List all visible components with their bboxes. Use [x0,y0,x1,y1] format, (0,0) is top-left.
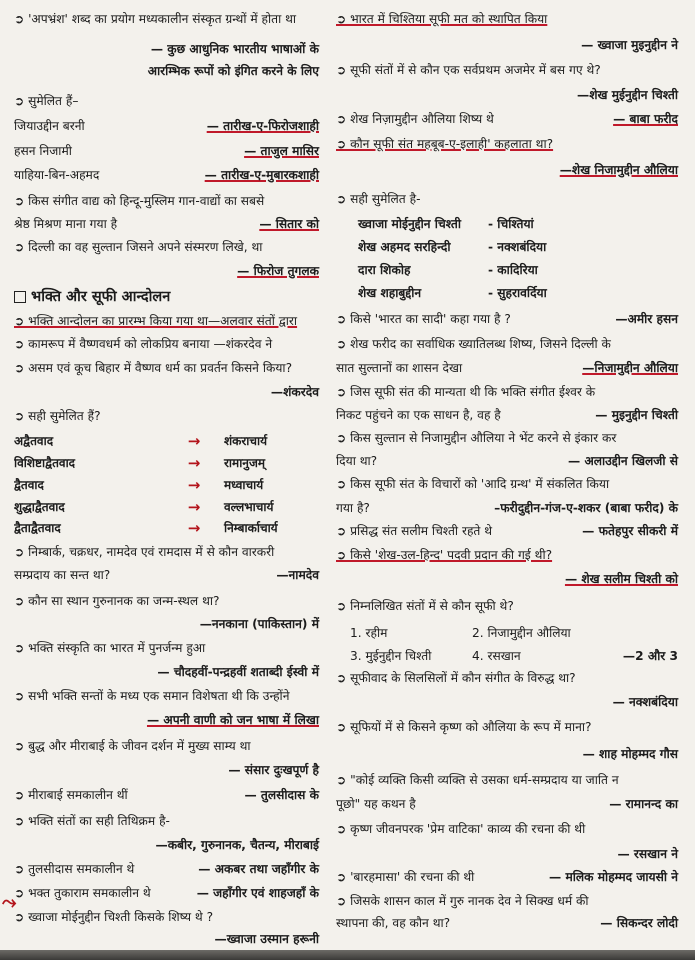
question-line: ➲ कृष्ण जीवनपरक 'प्रेम वाटिका' काव्य की रचना की थी [336,822,586,836]
arrow-icon: → [187,454,201,472]
question-text: पूछो" यह कथन है [336,797,416,811]
answer-line: —शंकरदेव [270,385,319,399]
pair-line [14,164,327,186]
checkbox-icon [14,291,26,303]
arrow-icon: → [187,432,201,450]
question-line: ➲ असम एवं कूच बिहार में वैष्णव धर्म का प्रवर्तन किसने किया? [14,361,293,375]
question-text: ➲ तुलसीदास समकालीन थे [14,862,135,876]
answer-text: — सिकन्दर लोदी [600,916,678,930]
pair-line [14,858,327,880]
answer-line: — चौदहवीं-पन्द्रहवीं शताब्दी ईस्वी में [157,665,319,679]
pair-line [14,115,327,137]
right-column [336,0,686,960]
question-line: ➲ "कोई व्यक्ति किसी व्यक्ति से उसका धर्म-सम्प्रदाय या जाति न [336,773,619,787]
pair-left: शेख शहाबुद्दीन [358,286,422,300]
match-right: वल्लभाचार्य [224,500,274,514]
question-line: ➲ किस सूफी संत के विचारों को 'आदि ग्रन्थ' में संकलित किया [336,477,610,491]
question-line: ➲ निम्बार्क, चक्रधर, नामदेव एवं रामदास में से कौन वारकरी [14,545,275,559]
question-line: ➲ सूफी संतों में से कौन एक सर्वप्रथम अजमेर में बस गए थे? [336,63,601,77]
question-line: ➲ कामरूप में वैष्णवधर्म को लोकप्रिय बनाया —शंकरदेव ने [14,337,273,351]
question-line: ➲ किस संगीत वाद्य को हिन्दू-मुस्लिम गान-वाद्यों का सबसे [14,194,265,208]
question-text: याहिया-बिन-अहमद [14,168,100,182]
arrow-icon: → [187,498,201,516]
question-line: ➲ भक्ति संतों का सही तिथिक्रम है- [14,814,170,828]
question-text: गया है? [336,501,370,515]
section-heading: भक्ति और सूफी आन्दोलन [31,289,171,305]
question-line: ➲ जिसके शासन काल में गुरु नानक देव ने सिक्ख धर्म की [336,894,589,908]
left-column [14,0,327,960]
question-line: ➲ बुद्ध और मीराबाई के जीवन दर्शन में मुख्य साम्य था [14,739,251,753]
option-a: 3. मुईनुद्दीन चिश्ती [350,649,432,663]
answer-text: — मलिक मोहम्मद जायसी ने [549,870,678,884]
answer-line: — कुछ आधुनिक भारतीय भाषाओं के [150,42,319,56]
pair-line [14,213,327,235]
pair-line [14,140,327,162]
question-line: ➲ जिस सूफी संत की मान्यता थी कि भक्ति संगीत ईश्वर के [336,385,596,399]
question-line: ➲ किसे 'शेख-उल-हिन्द' पदवी प्रदान की गई थी? [336,548,553,562]
question-line: ➲ कौन सा स्थान गुरुनानक का जन्म-स्थल था? [14,594,220,608]
pair-line [336,520,686,542]
pair-right: - नक्शबंदिया [488,240,547,254]
question-line: ➲ सही सुमेलित है- [336,192,421,206]
question-text: ➲ भक्त तुकाराम समकालीन थे [14,886,151,900]
question-text: ➲ शेख निज़ामुद्दीन औलिया शिष्य थे [336,112,494,126]
answer-text: — तुलसीदास के [244,788,319,802]
question-line: ➲ निम्नलिखित संतों में से कौन सूफी थे? [336,599,514,613]
question-text: हसन निजामी [14,144,72,158]
question-text: जियाउद्दीन बरनी [14,119,85,133]
answer-line: — रसखान ने [617,847,678,861]
answer-line: — शेख सलीम चिश्ती को [564,572,678,586]
answer-line: —शेख निजामुद्दीन औलिया [559,163,678,177]
answer-line: —ख्वाजा उस्मान हरूनी [214,932,319,946]
pair-left: ख्वाजा मोईनुद्दीन चिश्ती [358,217,461,231]
arrow-icon: → [187,476,201,494]
question-line: ➲ दिल्ली का वह सुल्तान जिसने अपने संस्मरण लिखे, था [14,240,263,254]
match-right: मध्वाचार्य [224,478,264,492]
match-left: अद्वैतवाद [14,434,54,448]
answer-text: — ताजुल मासिर [244,144,319,158]
answer-line: —शेख मुईनुद्दीन चिश्ती [577,88,678,102]
answer-line: — फिरोज तुगलक [237,264,319,278]
pair-line [336,866,686,888]
answer-text: — जहाँगीर एवं शाहजहाँ के [196,886,319,900]
pair-left: दारा शिकोह [358,263,411,277]
question-line: ➲ भक्ति आन्दोलन का प्रारम्भ किया गया था—अलवार संतों द्वारा [14,314,298,328]
question-line: ➲ शेख फरीद का सर्वाधिक ख्यातिलब्ध शिष्य, जिसने दिल्ली के [336,337,611,351]
pairing-line [336,282,686,304]
pair-left: शेख अहमद सरहिन्दी [358,240,451,254]
match-right: निम्बार्काचार्य [224,521,278,535]
answer-text: –फरीदुद्दीन-गंज-ए-शकर (बाबा फरीद) के [494,501,678,515]
answer-line: — ख्वाजा मुइनुद्दीन ने [581,38,678,52]
match-left: द्वैतवाद [14,478,44,492]
match-line [14,430,327,452]
answer-text: — रामानन्द का [609,797,678,811]
question-text: सम्प्रदाय का सन्त था? [14,568,111,582]
question-text: ➲ प्रसिद्ध संत सलीम चिश्ती रहते थे [336,524,493,538]
match-right: शंकराचार्य [224,434,268,448]
pair-line [336,404,686,426]
answer-text: — सितार को [259,217,319,231]
opts-line [336,622,686,644]
question-text: ➲ मीराबाई समकालीन थीं [14,788,128,802]
answer-text: — तारीख-ए-फिरोजशाही [206,119,319,133]
answer-text: — फतेहपुर सीकरी में [582,524,678,538]
match-left: द्वैताद्वैतवाद [14,521,61,535]
answer-text: —2 और 3 [622,649,678,663]
pair-line [336,357,686,379]
match-left: विशिष्टाद्वैतवाद [14,456,76,470]
question-text: श्रेष्ठ मिश्रण माना गया है [14,217,118,231]
arrow-icon: → [187,519,201,537]
answer-text: —नामदेव [276,568,319,582]
pairing-line [336,213,686,235]
pair-line [336,912,686,934]
pair-line [336,497,686,519]
pair-line [14,882,327,904]
pair-line [336,308,686,330]
question-line: ➲ सूफीवाद के सिलसिलों में कौन संगीत के विरुद्ध था? [336,671,576,685]
question-line: ➲ कौन सूफी संत महबूब-ए-इलाही' कहलाता था? [336,137,554,151]
answer-text: — मुइनुद्दीन चिश्ती [595,408,678,422]
text-line [14,286,327,308]
page-bottom-edge [0,950,695,960]
pairing-line [336,259,686,281]
answer-line: — शाह मोहम्मद गौस [582,747,678,761]
answer-line: — संसार दुःखपूर्ण है [228,763,319,777]
match-line [14,474,327,496]
question-line: ➲ भक्ति संस्कृति का भारत में पुनर्जन्म हुआ [14,641,206,655]
question-text: निकट पहुंचने का एक साधन है, वह है [336,408,501,422]
pair-right: - कादिरिया [488,263,538,277]
question-line: ➲ किस सुल्तान से निजामुद्दीन औलिया ने भेंट करने से इंकार कर [336,431,617,445]
opts-line [336,645,686,667]
match-left: शुद्धाद्वैतवाद [14,500,65,514]
question-text: दिया था? [336,454,378,468]
pairing-line [336,236,686,258]
answer-line: —कबीर, गुरुनानक, चैतन्य, मीराबाई [155,838,319,852]
option-b: 2. निजामुद्दीन औलिया [472,626,571,640]
question-text: स्थापना की, वह कौन था? [336,916,451,930]
pair-line [336,793,686,815]
match-line [14,496,327,518]
match-line [14,452,327,474]
answer-line: — अपनी वाणी को जन भाषा में लिखा [146,713,319,727]
question-line: ➲ सुमेलित हैं– [14,94,79,108]
question-line: ➲ ख्वाजा मोईनुद्दीन चिश्ती किसके शिष्य थे ? [14,910,214,924]
answer-line: आरम्भिक रूपों को इंगित करने के लिए [147,64,319,78]
option-b: 4. रसखान [472,649,521,663]
match-right: रामानुजम् [224,456,266,470]
question-text: ➲ 'बारहमासा' की रचना की थी [336,870,475,884]
question-line: ➲ 'अपभ्रंश' शब्द का प्रयोग मध्यकालीन संस्कृत ग्रन्थों में होता था [14,12,297,26]
answer-text: — बाबा फरीद [613,112,678,126]
pair-line [14,784,327,806]
question-line: ➲ सही सुमेलित हैं? [14,409,101,423]
answer-text: —निजामुद्दीन औलिया [582,361,678,375]
match-line [14,517,327,539]
red-arrow-mark: ⤳ [2,892,17,913]
answer-text: —अमीर हसन [615,312,678,326]
question-text: ➲ किसे 'भारत का सादी' कहा गया है ? [336,312,511,326]
pair-line [14,564,327,586]
answer-text: — तारीख-ए-मुबारकशाही [204,168,319,182]
answer-text: — अकबर तथा जहाँगीर के [198,862,319,876]
question-text: सात सुल्तानों का शासन देखा [336,361,463,375]
answer-line: — नक्शबंदिया [612,695,678,709]
pair-right: - सुहरावर्दिया [488,286,547,300]
pair-line [336,108,686,130]
answer-text: — अलाउद्दीन खिलजी से [568,454,678,468]
question-line: ➲ सूफियों में से किसने कृष्ण को औलिया के रूप में माना? [336,720,592,734]
option-a: 1. रहीम [350,626,388,640]
pair-line [336,450,686,472]
question-line: ➲ भारत में चिश्तिया सूफी मत को स्थापित किया [336,12,548,26]
answer-line: —ननकाना (पाकिस्तान) में [199,617,319,631]
question-line: ➲ सभी भक्ति सन्तों के मध्य एक समान विशेषता थी कि उन्होंने [14,689,290,703]
pair-right: - चिश्तियां [488,217,534,231]
